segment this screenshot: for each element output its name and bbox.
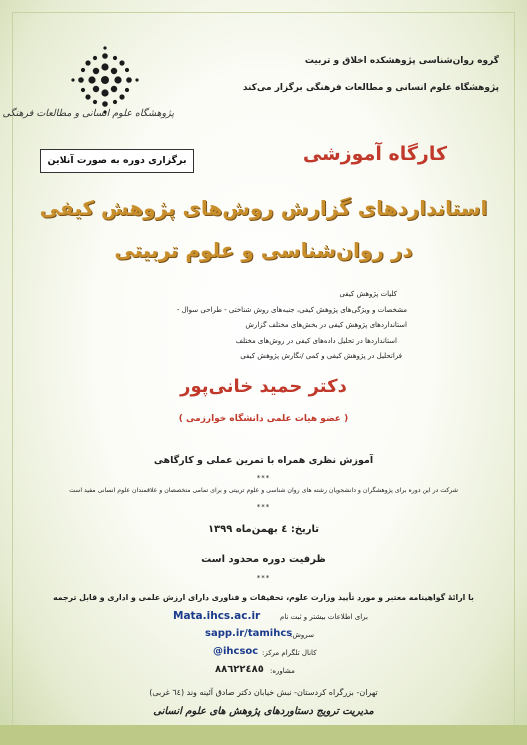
separator-stars: *** [256, 503, 271, 511]
soroush-label: سروش: [290, 631, 315, 639]
soroush-link[interactable]: sapp.ir/tamihcs [205, 628, 293, 639]
poster-frame [2, 12, 515, 733]
phone-label: مشاوره: [270, 667, 295, 675]
footer-text: مدیریت ترویج دستاوردهای پژوهش های علوم انسانی [153, 706, 374, 717]
topic-item: فراتحلیل در پژوهش کیفی و کمی /نگارش پژوهش کیفی [240, 352, 402, 360]
institute-logo-icon [70, 45, 140, 115]
phone-number: ٨٨٦٢٢٤٨٥ [215, 664, 264, 675]
title-line-2: در روان‌شناسی و علوم تربیتی [114, 238, 413, 262]
separator-stars: *** [256, 574, 271, 582]
topic-item: کلیات پژوهش کیفی [339, 290, 397, 298]
topic-item: استانداردهای پژوهش کیفی در بخش‌های مختلف گزارش [245, 321, 407, 329]
organizer-line-1: گروه روان‌شناسی پژوهشکده اخلاق و تربیت [304, 56, 499, 66]
capacity-notice: ظرفیت دوره محدود است [201, 554, 326, 565]
instructor-affiliation: ( عضو هیات علمی دانشگاه خوارزمی ) [178, 414, 349, 424]
instructor-name: دکتر حمید خانی‌پور [180, 376, 347, 397]
workshop-label: کارگاه آموزشی [302, 143, 447, 165]
telegram-row [0, 646, 527, 660]
topic-item: استانداردها در تحلیل داده‌های کیفی در روش‌های مختلف [235, 337, 397, 345]
separator-stars: *** [256, 474, 271, 482]
address-text: تهران- بزرگراه کردستان- نبش خیابان دکتر صادق آئینه وند (٦٤ غربی) [149, 688, 378, 697]
registration-label: برای اطلاعات بیشتر و ثبت نام [280, 613, 368, 621]
registration-row [0, 610, 527, 624]
institute-name: پژوهشگاه علوم انسانی و مطالعات فرهنگی [2, 108, 174, 119]
audience-text: شرکت در این دوره برای پژوهشگران و دانشجویان رشته های روان شناسی و علوم تربیتی و برای تمامی متخصصان و علاقمندان علوم انسانی مفید است [69, 487, 458, 494]
event-date: تاریخ: ٤ بهمن‌ماه ١٣٩٩ [207, 524, 320, 535]
registration-link[interactable]: Mata.ihcs.ac.ir [173, 610, 261, 622]
title-line-1: استانداردهای گزارش روش‌های پژوهش کیفی [39, 196, 488, 220]
topic-item: مشخصات و ویژگی‌های پژوهش کیفی، جنبه‌های روش شناختی - طراحی سوال - [176, 306, 407, 314]
teaching-method: آموزش نظری همراه با تمرین عملی و کارگاهی [153, 455, 374, 466]
soroush-row [0, 628, 527, 642]
bottom-band [0, 725, 527, 745]
certificate-text: با ارائهٔ گواهینامه معتبر و مورد تأیید وزارت علوم، تحقیقات و فناوری دارای ارزش علمی و اداری و قابل ترجمه [53, 593, 474, 602]
telegram-label: کانال تلگرام مرکز: [262, 649, 317, 657]
telegram-link[interactable]: @ihcsoc [213, 646, 259, 657]
organizer-line-2: پژوهشگاه علوم انسانی و مطالعات فرهنگی برگزار می‌کند [242, 83, 499, 93]
phone-row [0, 664, 527, 678]
online-notice-box: برگزاری دوره به صورت آنلاین [40, 149, 194, 173]
